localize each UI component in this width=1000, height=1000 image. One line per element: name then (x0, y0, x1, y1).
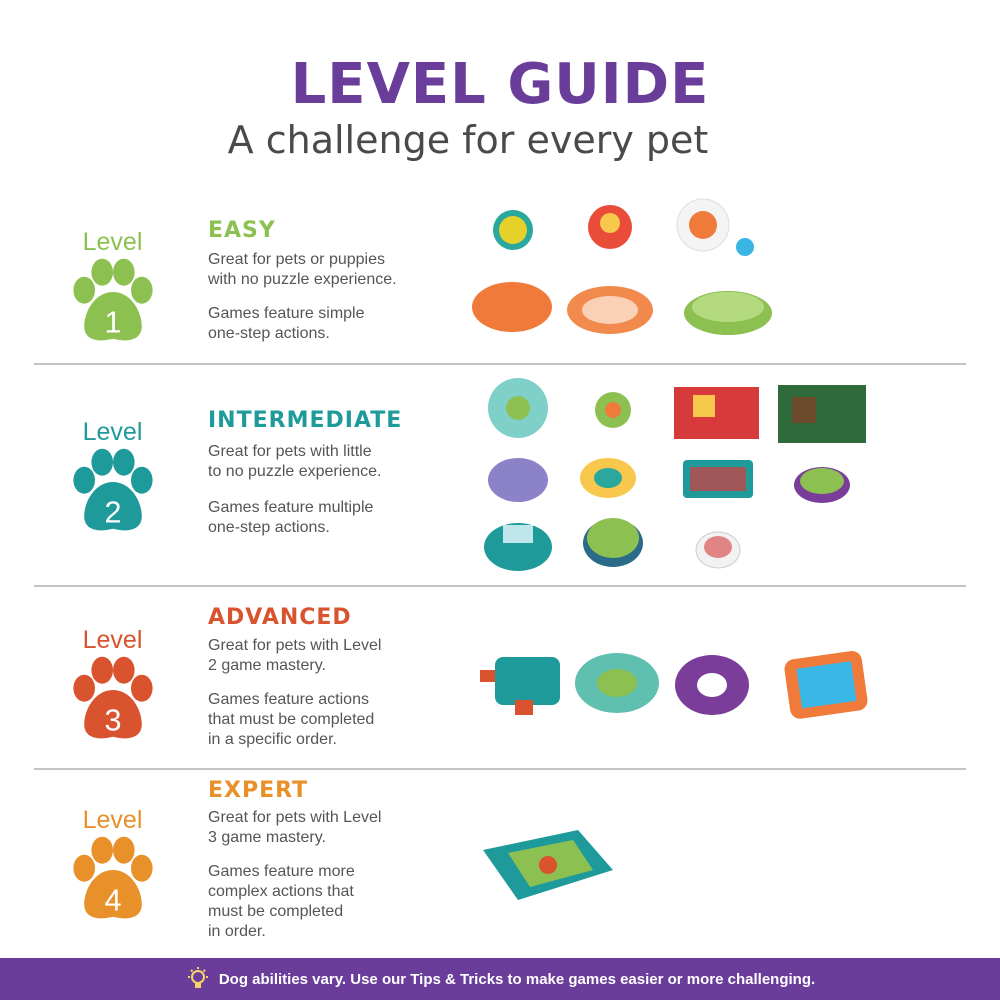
paw-icon (68, 834, 158, 924)
level-2-description: Great for pets with little to no puzzle experience. Games feature multiple one-step actions. (208, 443, 382, 536)
divider (34, 363, 966, 365)
level-4-products (478, 825, 618, 905)
footer-banner (0, 958, 1000, 1000)
page-title: LEVEL GUIDE (290, 52, 710, 117)
level-3-heading: ADVANCED (208, 605, 352, 630)
level-2-label: Level (82, 418, 143, 446)
level-4-label: Level (82, 806, 143, 834)
level-1-description: Great for pets or puppies with no puzzle experience. Games feature simple one-step actions. (208, 251, 397, 342)
level-1-products (470, 195, 790, 345)
level-3-label: Level (82, 626, 143, 654)
footer-text: Dog abilities vary. Use our Tips & Tricks to make games easier or more challenging. (218, 970, 816, 988)
level-number: 3 (104, 703, 122, 738)
paw-icon (68, 256, 158, 346)
divider (34, 768, 966, 770)
level-1-heading: EASY (208, 218, 276, 243)
page-subtitle: A challenge for every pet (227, 118, 709, 162)
level-2-heading: INTERMEDIATE (208, 408, 403, 433)
level-4-description: Great for pets with Level 3 game mastery. Games feature more complex actions that must be completed in order. (208, 809, 382, 940)
divider (34, 585, 966, 587)
level-1-label: Level (82, 228, 143, 256)
level-4-heading: EXPERT (208, 778, 309, 803)
level-3-products (475, 645, 875, 730)
level-number: 1 (104, 305, 122, 340)
level-number: 2 (104, 495, 122, 530)
paw-icon (68, 446, 158, 536)
level-3-description: Great for pets with Level 2 game mastery. Games feature actions that must be completed in a specific order. (208, 637, 382, 748)
lightbulb-icon (185, 966, 211, 992)
level-number: 4 (104, 883, 122, 918)
level-2-products (478, 375, 878, 580)
paw-icon (68, 654, 158, 744)
